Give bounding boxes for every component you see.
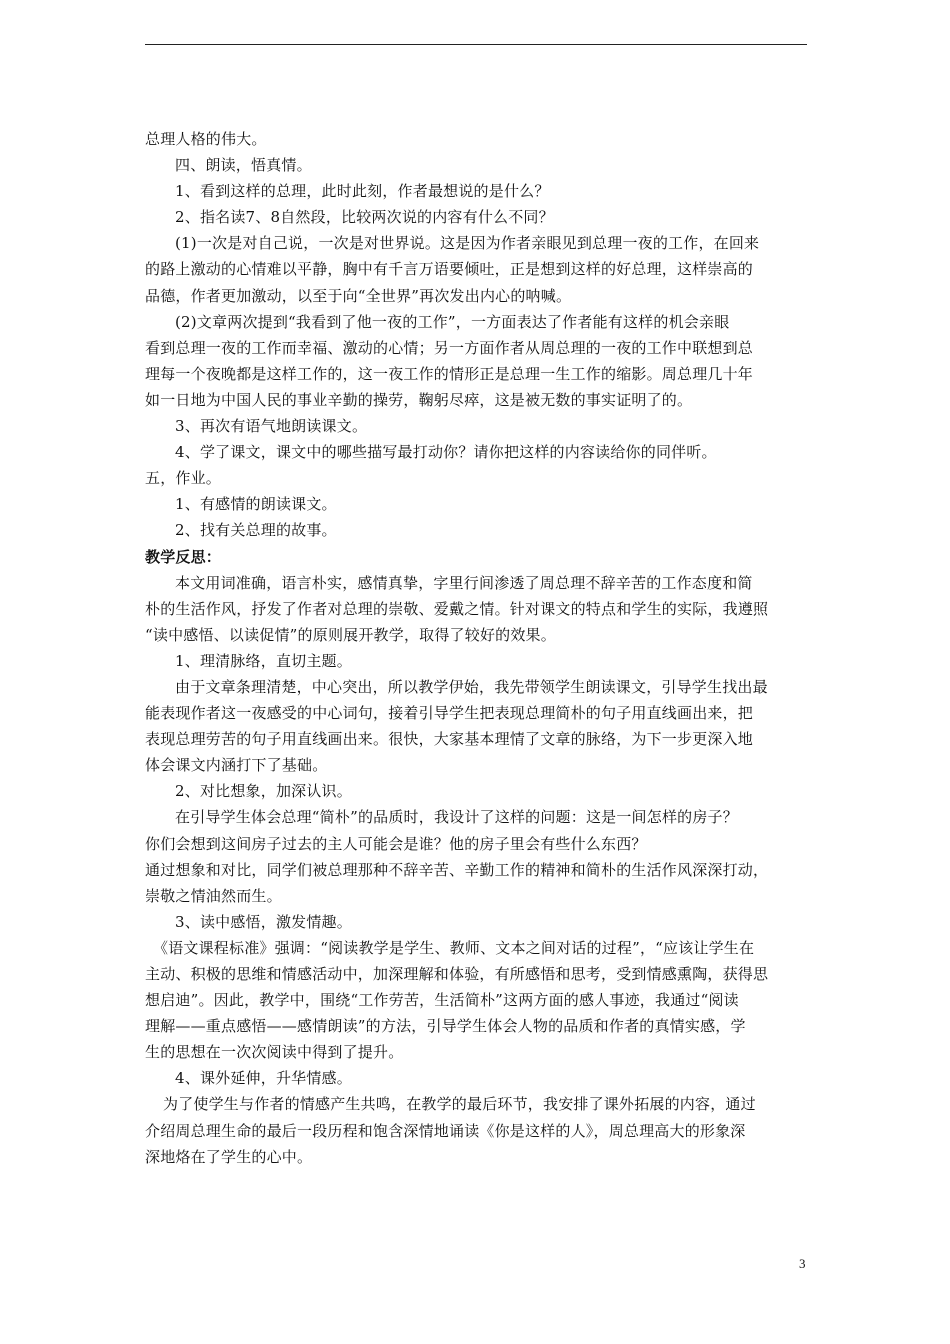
text-line: (2)文章两次提到“我看到了他一夜的工作”，一方面表达了作者能有这样的机会亲眼 xyxy=(175,312,730,331)
text-line: 深地烙在了学生的心中。 xyxy=(145,1147,313,1166)
text-line: 3、读中感悟，激发情趣。 xyxy=(175,912,352,931)
text-line: 理解——重点感悟——感情朗读”的方法，引导学生体会人物的品质和作者的真情实感，学 xyxy=(145,1017,746,1036)
text-line: “读中感悟、以读促情”的原则展开教学，取得了较好的效果。 xyxy=(145,625,556,644)
text-line: 1、看到这样的总理，此时此刻，作者最想说的是什么？ xyxy=(175,182,550,201)
text-line: 崇敬之情油然而生。 xyxy=(145,886,282,905)
page-number: 3 xyxy=(799,1256,806,1271)
text-line: 通过想象和对比，同学们被总理那种不辞辛苦、辛勤工作的精神和简朴的生活作风深深打动， xyxy=(145,860,769,879)
text-line: 能表现作者这一夜感受的中心词句，接着引导学生把表现总理简朴的句子用直线画出来，把 xyxy=(145,704,754,723)
text-line: 体会课文内涵打下了基础。 xyxy=(145,756,328,775)
text-line: 理每一个夜晚都是这样工作的，这一夜工作的情形正是总理一生工作的缩影。周总理几十年 xyxy=(145,364,754,383)
text-line: 3、再次有语气地朗读课文。 xyxy=(175,417,368,436)
text-line: 表现总理劳苦的句子用直线画出来。很快，大家基本理情了文章的脉络，为下一步更深入地 xyxy=(145,730,754,749)
text-line: 生的思想在一次次阅读中得到了提升。 xyxy=(145,1043,404,1062)
document-body xyxy=(145,126,813,1170)
text-line: 在引导学生体会总理“简朴”的品质时，我设计了这样的问题：这是一间怎样的房子？ xyxy=(175,808,738,827)
text-line: 总理人格的伟大。 xyxy=(145,130,267,148)
text-line: 五，作业。 xyxy=(145,469,222,488)
text-line: 为了使学生与作者的情感产生共鸣，在教学的最后环节，我安排了课外拓展的内容，通过 xyxy=(163,1095,756,1114)
text-line: 4、课外延伸，升华情感。 xyxy=(175,1069,352,1088)
text-line: 《语文课程标准》强调：“阅读教学是学生、教师、文本之间对话的过程”，“应该让学生在 xyxy=(153,938,755,957)
text-line: 2、对比想象，加深认识。 xyxy=(175,782,352,801)
text-line: 本文用词准确，语言朴实，感情真挚，字里行间渗透了周总理不辞辛苦的工作态度和简 xyxy=(175,573,753,592)
text-line: 如一日地为中国人民的事业辛勤的操劳，鞠躬尽瘁，这是被无数的事实证明了的。 xyxy=(145,390,693,409)
text-line: 的路上激动的心情难以平静，胸中有千言万语要倾吐，正是想到这样的好总理，这样崇高的 xyxy=(145,260,754,279)
section-heading: 教学反思： xyxy=(145,547,222,566)
text-line: 2、指名读7、8自然段，比较两次说的内容有什么不同？ xyxy=(175,208,554,227)
text-line: 介绍周总理生命的最后一段历程和饱含深情地诵读《你是这样的人》，周总理高大的形象深 xyxy=(145,1121,746,1140)
text-line: 2、找有关总理的故事。 xyxy=(175,521,337,540)
text-line: 1、理清脉络，直切主题。 xyxy=(175,651,352,670)
text-line: 四、朗读，悟真情。 xyxy=(175,156,312,175)
text-line: 品德，作者更加激动，以至于向“全世界”再次发出内心的呐喊。 xyxy=(145,286,572,305)
text-line: 朴的生活作风，抒发了作者对总理的崇敬、爱戴之情。针对课文的特点和学生的实际，我遵照 xyxy=(145,599,769,618)
text-line: 4、学了课文，课文中的哪些描写最打动你？请你把这样的内容读给你的同伴听。 xyxy=(175,443,717,462)
text-line: 主动、积极的思维和情感活动中，加深理解和体验，有所感悟和思考，受到情感熏陶，获得思 xyxy=(145,965,769,983)
text-line: 看到总理一夜的工作而幸福、激动的心情；另一方面作者从周总理的一夜的工作中联想到总 xyxy=(145,338,754,357)
text-line: (1)一次是对自己说，一次是对世界说。这是因为作者亲眼见到总理一夜的工作，在回来 xyxy=(175,234,760,253)
text-line: 想启迪”。因此，教学中，围绕“工作劳苦，生活简朴”这两方面的感人事迹，我通过“阅读 xyxy=(145,991,739,1010)
header-rule xyxy=(145,44,807,45)
text-line: 你们会想到这间房子过去的主人可能会是谁？他的房子里会有些什么东西？ xyxy=(145,834,647,853)
text-line: 由于文章条理清楚，中心突出，所以教学伊始，我先带领学生朗读课文，引导学生找出最 xyxy=(175,677,768,696)
text-line: 1、有感情的朗读课文。 xyxy=(175,495,337,514)
